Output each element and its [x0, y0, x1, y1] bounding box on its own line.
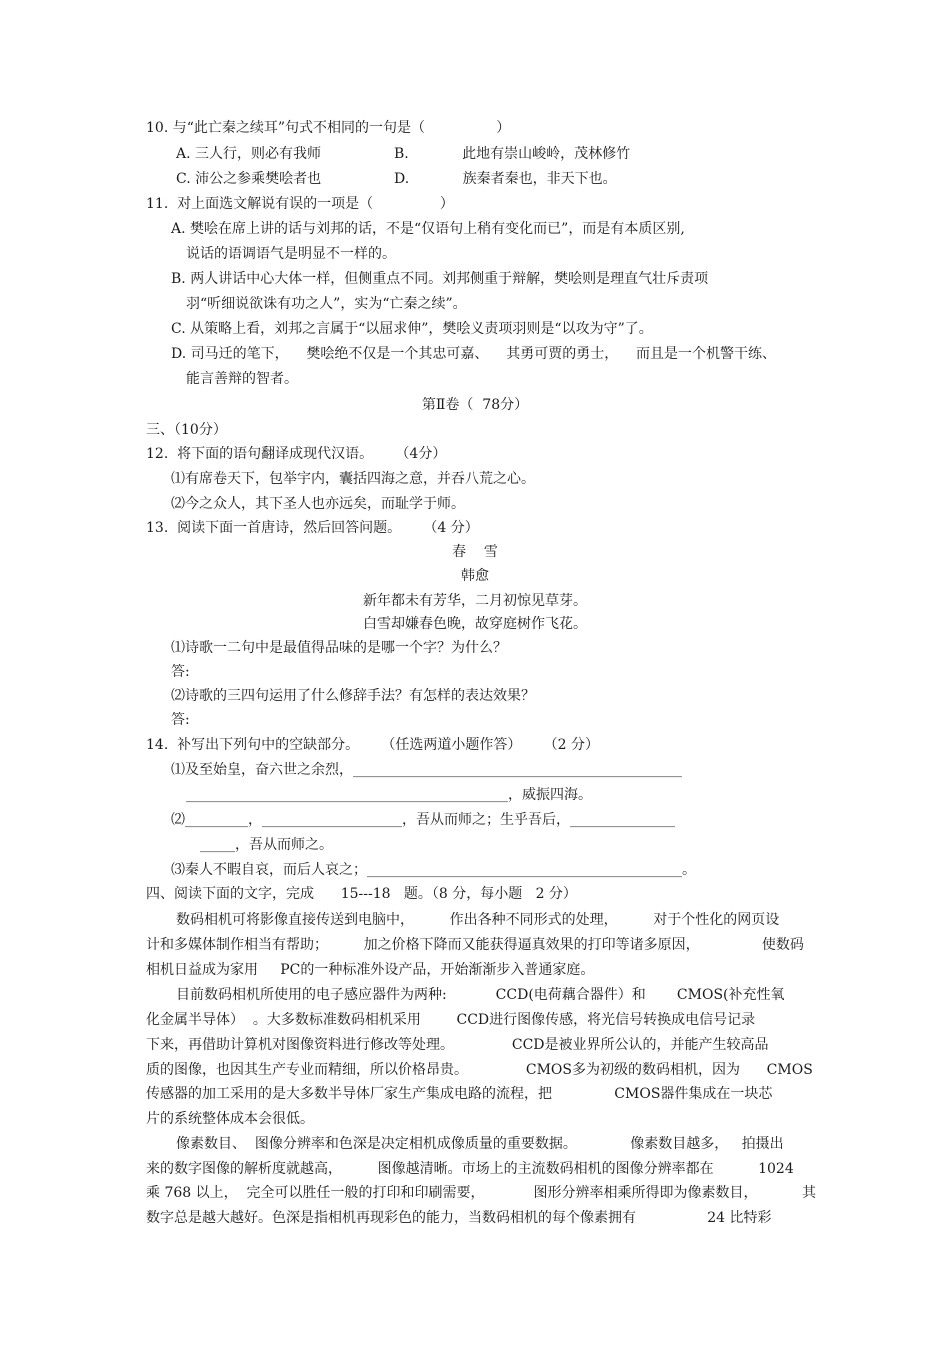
poem-author: 韩愈	[461, 568, 489, 584]
q14-line: ⑶秦人不暇自哀，而后人哀之；_____________________________________________。	[171, 862, 696, 878]
passage-line: 像素数目、 图像分辨率和色深是决定相机成像质量的重要数据。 像素数目越多， 拍摄出	[176, 1136, 784, 1152]
passage-line: 质的图像，也因其生产专业而精细，所以价格昂贵。 CMOS多为初级的数码相机，因为 CMOS	[146, 1062, 813, 1078]
q13-answer-label: 答:	[171, 712, 190, 728]
q12-item: ⑵今之众人，其下圣人也亦远矣，而耻学于师。	[171, 496, 465, 512]
q14-stem: 14. 补写出下列句中的空缺部分。 （任选两道小题作答） （2 分）	[146, 737, 600, 753]
q11-line: A. 樊哙在席上讲的话与刘邦的话，不是“仅语句上稍有变化而已”，而是有本质区别,	[171, 221, 685, 237]
poem-title: 春 雪	[452, 544, 498, 560]
q10-option-c: C. 沛公之参乘樊哙者也	[176, 171, 322, 187]
q11-line: C. 从策略上看，刘邦之言属于“以屈求伸”，樊哙义责项羽则是“以攻为守”了。	[171, 321, 653, 337]
passage-line: 相机日益成为家用 PC的一种标准外设产品，开始渐渐步入普通家庭。	[146, 962, 595, 978]
q10-stem: 10. 与“此亡秦之续耳”句式不相同的一句是（ ）	[146, 120, 511, 136]
q14-line: ⑴及至始皇，奋六世之余烈，_______________________________________________	[171, 762, 682, 778]
q11-stem: 11. 对上面选文解说有误的一项是（ ）	[146, 196, 454, 212]
q11-line: B. 两人讲话中心大体一样，但侧重点不同。刘邦侧重于辩解，樊哙则是理直气壮斥责项	[171, 271, 709, 287]
q10-option-b: B. 此地有崇山峻岭，茂林修竹	[394, 146, 631, 162]
passage-line: 数字总是越大越好。色深是指相机再现彩色的能力，当数码相机的每个像素拥有 24 比特彩	[146, 1210, 772, 1226]
q10-option-a: A. 三人行，则必有我师	[176, 146, 322, 162]
poem-line: 白雪却嫌春色晚，故穿庭树作飞花。	[363, 616, 587, 632]
section-iii-heading: 三、（10分）	[146, 422, 227, 438]
q14-line: _____，吾从而师之。	[200, 837, 333, 853]
passage-line: 乘 768 以上， 完全可以胜任一般的打印和印刷需要， 图形分辨率相乘所得即为像素数目， 其	[146, 1185, 816, 1201]
passage-line: 化金属半导体） 。大多数标准数码相机采用 CCD进行图像传感，将光信号转换成电信号记录	[146, 1012, 756, 1028]
passage-line: 片的系统整体成本会很低。	[146, 1111, 314, 1127]
passage-line: 数码相机可将影像直接传送到电脑中， 作出各种不同形式的处理， 对于个性化的网页设	[176, 912, 780, 928]
q11-line: 羽“听细说欲诛有功之人”，实为“亡秦之续”。	[186, 296, 467, 312]
q13-question: ⑵诗歌的三四句运用了什么修辞手法？有怎样的表达效果？	[171, 688, 535, 704]
section-iv-heading: 四、阅读下面的文字，完成 15---18 题。（8 分，每小题 2 分）	[146, 886, 577, 902]
q11-line: 说话的语调语气是明显不一样的。	[186, 246, 396, 262]
q13-question: ⑴诗歌一二句中是最值得品味的是哪一个字？为什么？	[171, 640, 507, 656]
passage-line: 下来，再借助计算机对图像资料进行修改等处理。 CCD是被业界所公认的，并能产生较高品	[146, 1037, 769, 1053]
passage-line: 传感器的加工采用的是大多数半导体厂家生产集成电路的流程，把 CMOS器件集成在一块芯	[146, 1086, 773, 1102]
q13-answer-label: 答:	[171, 664, 190, 680]
q10-option-d: D. 族秦者秦也，非天下也。	[394, 171, 617, 187]
q12-stem: 12. 将下面的语句翻译成现代汉语。 （4分）	[146, 446, 447, 462]
passage-line: 来的数字图像的解析度就越高， 图像越清晰。市场上的主流数码相机的图像分辨率都在 1024	[146, 1161, 794, 1177]
passage-line: 计和多媒体制作相当有帮助； 加之价格下降而又能获得逼真效果的打印等诸多原因， 使数码	[146, 937, 804, 953]
q14-line: ⑵_________，____________________，吾从而师之；生乎吾后，_______________	[171, 812, 675, 828]
q11-line: 能言善辩的智者。	[186, 371, 298, 387]
q11-line: D. 司马迁的笔下， 樊哙绝不仅是一个其忠可嘉、 其勇可贾的勇士， 而且是一个机警干练、	[171, 346, 777, 362]
section-ii-title: 第Ⅱ卷（ 78分）	[421, 397, 529, 413]
q13-stem: 13. 阅读下面一首唐诗，然后回答问题。 （4 分）	[146, 520, 479, 536]
poem-line: 新年都未有芳华，二月初惊见草芽。	[363, 593, 587, 609]
q12-item: ⑴有席卷天下，包举宇内，囊括四海之意，并吞八荒之心。	[171, 471, 535, 487]
passage-line: 目前数码相机所使用的电子感应器件为两种: CCD(电荷藕合器件）和 CMOS(补充性氧	[176, 987, 785, 1003]
q14-line: ______________________________________________，威振四海。	[186, 787, 592, 803]
